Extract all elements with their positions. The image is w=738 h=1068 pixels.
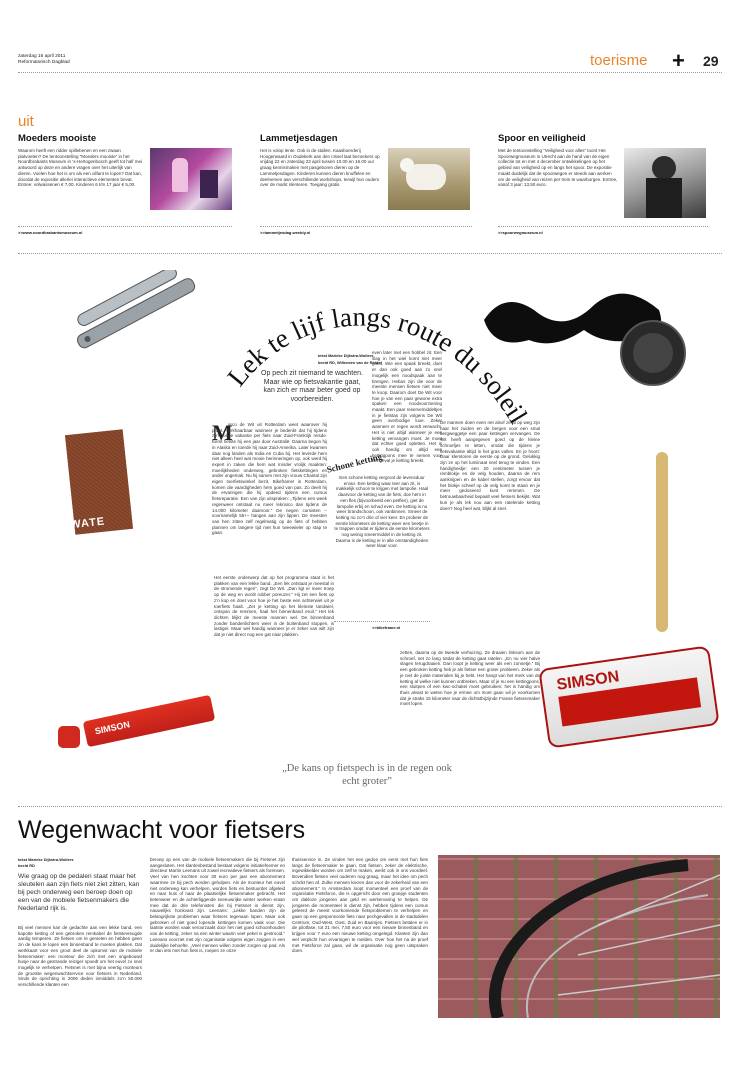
uit-title-3: Spoor en veiligheid xyxy=(498,133,586,144)
feature-byline: tekst Marieke Dijkstra-Wolters xyxy=(318,353,374,358)
section2-byline-2: beeld RD xyxy=(18,863,35,868)
sidebar-body: Een schone ketting vergroot de levensduur ervan. Een ketting waar teer aan zit, is makkelijk schoon te krijgen met lampolie. Haal daarvoor de ketting van de fiets, doe hem in een fles (bijvoorbeeld een petfles), giet de lampolie erbij en schud even. De ketting is nu weer brandschoon, ook vanbinnen. Smeer de ketting nu zo’n drie of vier keer. En probeer de eerste kilometers de ketting weer een beetje in te trappen omdat er tijdens de eerste kilometers nog weinig smeermiddel in de ketting zit. Daarna is de ketting er in alle omstandigheden weer klaar voor. xyxy=(334,475,430,549)
feature-byline-2: beeld RD, Willemien van de Ridder xyxy=(318,360,382,365)
uit-link-2[interactable]: >>lammetjesdag.weebly.nl xyxy=(260,230,311,235)
sidebar-rule xyxy=(334,621,430,622)
feature-intro: Op pech zit niemand te wachten. Maar wie op fietsvakantie gaat, kan zich er maar beter goed op voorbereiden. xyxy=(261,370,363,403)
feature-headline: Lek te lijf langs route du soleil xyxy=(221,301,534,429)
header-rule xyxy=(18,72,722,73)
uit-body-3: Met de tentoonstelling “Veiligheid voor alles” toont Het Spoorwegmuseum in Utrecht aan de hand van de eigen collectie tot en met 4 december ontwikkelingen op het gebied van veiligheid op en langs het spoor. De expositie maakt duidelijk dat de spoorwegen er steeds aan werken om de veiligheid van reizen per trein te waarborgen. Entree, vanaf 3 jaar: 13,50 euro. xyxy=(498,148,618,188)
section-topic: toerisme xyxy=(590,52,648,69)
feature-col-2: Het eerste onderwerp dat op het programma staat is het plakken van een lekke band. „Een lek ontstaat je meestal in de stromende regen”, zegt De Wit. „Dan ligt er meer troep op de weg en wordt rubber poreuzer.” Hij zet een fiets op z’n kop en doet voor hoe je het beste een achterwiel uit je toerfiets haalt. „Zet je ketting op het kleinste tandwiel, ontspan de remmen, haal het binnenband eruit.” Het lek dichten blijkt de meeste mannen wel. De binnenband zonder bandenlichters weer in de buitenband stoppen, is lastiger. Maar wel handig wanneer je er zeker van wilt zijn dat je niet direct nog een gat naar plakken. xyxy=(214,575,334,638)
railway-photo xyxy=(624,148,706,218)
plus-logo: + xyxy=(672,48,685,73)
feature-col-4: De mannen doen even net alsof ze al op weg zijn naar het zuiden en de bergen voor een smal bergweggetje een paar kettingen vervangen. De Wit heeft aangegeven goed op de kleine schroefjes te letten, omdat die tijdens je fietsvakantie altijd in het gras vallen. En je hoort: Daar klemtoren de eerste op de grond. Gelukkig zijn ze op het lumiinaat snel terug te vinden. Een handigheidje: een 20 centimeter tussen je remblokje en de velg houden, daarna de rem aanknijpen en de kabel stellen, zorgt ervoor dat het blokje scheef op de velg komt te staan en je meer gedoseerd kunt remmen. De betrouwbaarheid bepaalt veel fietsers bekijkt. Wat kun je als lek nou aan een ratelende ketting doen? Nog heel wat, blijkt al snel. xyxy=(440,420,540,511)
section2-col-3: thuisservice in. Ze vinden het een gedoe om eerst met hun fiets langs de fietsenmaker te gaan. Dat fietsen, zeker de elektrische, ingewikkelder worden om zelf te maken, werkt ook in ons voordeel. Bovendien fietsen veel ouderen nog graag, maar het idee om pech schrikt hen af. Zulke mensen kiezen dan voor de zekerheid van een abonnement.” In Amsterdam loopt momenteel een proef van de organisatie Fietsforce, die is opgericht door een groepje studenten om dakloze jongeren aan geld en werkervaring te helpen. De jongeren die momenteel in dienst zijn, hebben tijdens een cursus geleerd de meest voorkomende fietsproblemen te verhelpen en gaan op een gesponsorde fiets naar pechgevallen in de stadsdelen Centrum, Oud-West, Oost, Zuid en Baarsjes. Fietsers betalen er in de pilotfase, tot 21 mei, 7,50 euro voor een nieuwe binnenband en krijgen voor 7 euro een nieuwe ketting omgelegd. Klanten zijn dan wel verplicht hun ervaringen te melden. Over hoe het na de proef met Fietsforce zal gaan, wil de organisatie nog geen uitspraken doen. xyxy=(292,857,428,954)
glue-tube-icon: SIMSON xyxy=(83,695,216,747)
uit-link-3[interactable]: >>spoorwegmuseum.nl xyxy=(498,230,543,235)
feature-col-3: even later met een hobbel zit. Een slag in het wiel komt niet meer goed. Wie een spaak breekt, doet er dan ook goed aan zo snel mogelijk een noodspaak aan te brengen. Hebas zijn die voor de meeste mensen fietsen niet meer te koop. Daarom doet De Wit voor hoe je van een paar gewone extra spaken een noodvoorziening maakt. Een paar reservemiddeltjes in je fietstas zijn volgens De Wit geen overbodige luxe. Zeker wanneer er regen wordt verwacht. Het is niet altijd wanneer je een ketting vervangen moet. Je moet dat echter goed opletten. Het is ook handig om altijd een kettingpons mee te nemen voor het geval je ketting breekt. xyxy=(372,350,442,464)
simson-kit-icon: SIMSON xyxy=(538,645,719,748)
sidebar-title: Schone ketting xyxy=(325,451,384,475)
sandpaper-icon: WATE xyxy=(65,429,133,535)
uit-label: uit xyxy=(18,113,34,130)
museum-photo xyxy=(150,148,232,210)
pull-quote: „De kans op fietspech is in de regen ook echt groter” xyxy=(282,763,452,787)
section-divider-1 xyxy=(18,253,722,254)
section2-headline: Wegenwacht voor fietsers xyxy=(18,816,306,844)
uit-rule-1 xyxy=(18,226,232,227)
feature-col-1: arco de Wit uit Rotterdam weet waarover hij praat. Verkhaarbaar wanneer je bedenkt dat hij tijdens zijn vorige vakantie per fiets naar Zuid-Frankrijk reisde. Eerst fietste hij een jaar door Australië. Daarna begon hij in Alaska en toerde hij naar Zuid-Amerika. Later kwamen daar nog landen als India en Cuba bij. Het leverde hem niet alleen heel wat mooie herinneringen op, ook werd hij expert in zaken die hem wat minder vrolijk maakten: moeilijkheden onderweg, gebroken fietskettingen en ander ongemak. Nu hij samen met zijn vrouw Chantal zijn eigen toerfietswinkel bezit, Bikeframe! in Rotterdam, komen die vaardigheden hem goed van pas. Zo deelt hij de ervaringen die hij opdeed tijdens een cursus fietsreparatie. Een van zijn uitspraken: „Tijdens een week regenweer ontstaat nu meer lekrisico dan tijdens de 14.000 kilometer daarvoor.” De negen cursisten –voornamelijk 55+– hangen aan zijn lippen. De meesten van hen zitten zelf regelmatig op de fiets of hebben plannen om langere tijd met hun tweewieler op stap te gaan. xyxy=(212,422,327,536)
feature-col-5: zetten, daarna op de tweede verhuizing. Ze draaien linksom aan de schroef, net zo lang totdat de ketting gaat ratelen. „En nu vier halve slagen terugdraaien. Dan loopt je ketting weer als een zonnetje.” Bij een gebroken ketting heb je als fietser een groter probleem. Zeker als je niet de juiste materialen bij je hebt. Het hangt van het merk van de ketting af welke niet kunnen ontbreken. Maar of je nu een kettingpons, een sluitpen of een kwc-schakel moet gebruiken: het is handig om thuis alvast te weten hoe je ermee om moet gaan wil je voorkomen dat je straks 15 kilometer naar de dichtstbijzijnde Franse fietsenmaker moet lopen. xyxy=(400,650,540,707)
uit-rule-3 xyxy=(498,226,708,227)
section2-byline: tekst Marieke Dijkstra-Wolters xyxy=(18,857,74,862)
uit-title-2: Lammetjesdagen xyxy=(260,133,338,144)
header-paper: Reformatorisch Dagblad xyxy=(18,60,70,65)
section-divider-2 xyxy=(18,806,722,807)
sidebar-link[interactable]: >>bikeframe.nl xyxy=(372,625,401,630)
uit-body-2: Het is volop lente. Ook in de stallen. Kaasboerderij Hoogerwaard in Oudekerk aan den IJssel laat bezoekers op vrijdag 22 en zaterdag 23 april tussen 10.00 en 16.00 uur graag kennismaken met pasgeboren dieren op de Lammetjesdagen. Kinderen kunnen dieren knuffelen en deelnemen aan verschillende workshops, terwijl hun ouders over de markt slenteren. Toegang gratis. xyxy=(260,148,380,188)
dropcap: M xyxy=(212,420,233,445)
tire-tube-strip-icon xyxy=(656,452,668,632)
page-number: 29 xyxy=(703,53,719,69)
uit-body-1: Waarom heeft een ridder spillebenen en een zwaan platvoeten? De tentoonstelling “Moeders mooiste” in het Noordbrabants Museum in ’s-Hertogenbosch geeft tot half mei antwoord op deze en andere vragen over het uiterlijk van dieren. Voelen hoe het is om als een olifant te lopen? Dat kan, doordat de expositie allerlei interactieve elementen bevat. Entree: volwassenen € 7,00. Kinderen 6 t/m 17 jaar € 5,00. xyxy=(18,148,142,188)
patch-icon xyxy=(618,318,688,388)
header-date: zaterdag 16 april 2011 xyxy=(18,54,66,59)
header-date-block xyxy=(18,54,70,66)
uit-rule-2 xyxy=(260,226,472,227)
tire-lever-icon xyxy=(62,270,212,360)
section2-intro: Wie graag op de pedalen staat maar het sleutelen aan zijn fiets niet ziet zitten, kan bij pech onderweg een beroep doen op een van de mobiele fietsenmakers die Nederland rijk is. xyxy=(18,873,140,912)
bike-wheel-photo xyxy=(438,855,720,1018)
uit-title-1: Moeders mooiste xyxy=(18,133,97,144)
uit-link-1[interactable]: >>www.noordbrabantsmuseum.nl xyxy=(18,230,83,235)
lamb-photo xyxy=(388,148,470,210)
section2-col-1: Bij veel mensen kan de gedachte aan een lekke band, een kapotte ketting of een gebroken remkabel de fietstevreugde aardig temperen. Ze fietsen om te genieten en hebben geen zin de kans te lopen een binnenband te moeten plakken. Dat werkkaart voor een groot deel de opkomst van de mobiele fietsenmaker: een monteur die zich met een ongebouwd busje naar de gestrande reiziger spoedt om het euvel zo snel mogelijk te verhelpen. Fietsnet is met bijna veertig monteurs de grootste wegenwachtservice voor fietsers in Nederland. Sinds de oprichting in 2006 deden inmiddels zo’n 50.000 verschillende klanten een xyxy=(18,925,142,988)
section2-col-2: beroep op een van de mobiele fietsenmakers die bij Fietsnet zijn aangesloten. Het klantenbestand bestaat volgens initiatiefnemer en directeur Martin Leenans uit zowel recreatieve fietsers als forensen. Veel van hen kochten voor 30 euro per jaar een abonnement waarmee ze bij pech worden geholpen. Als de monteur het euvel niet onderweg kan verhelpen, worden fiets en bestuurder afgeleid en naar huis of naar de plaatselijke fietsenmaker gebracht. Het ketenweer en de achterliggende sneeuwrijke winter werken eraan mee dat de drie telefonisten die bij Fietsnet in dienst zijn, nauwelijks honkvast zijn. Leenans: „Lekke banden zijn de belangrijkste problemen waar fietsers tegenaan lopen. Maar ook gebroken of niet goed lopende kettingen komen vaak voor. Die laatste worden vaak veroorzaakt door het niet goed schoonhouden van de ketting, zeker na een winter waarin veel pekel is gestrooid.” Leenans voorziet met zijn organisatie volgens eigen zeggen in een duidelijke behoefte. „Veel mensen willen zonder zorgen op pad. Als er dan iets met hun fiets is, roepen ze onze xyxy=(150,857,285,954)
valve-cap-icon xyxy=(58,726,80,748)
